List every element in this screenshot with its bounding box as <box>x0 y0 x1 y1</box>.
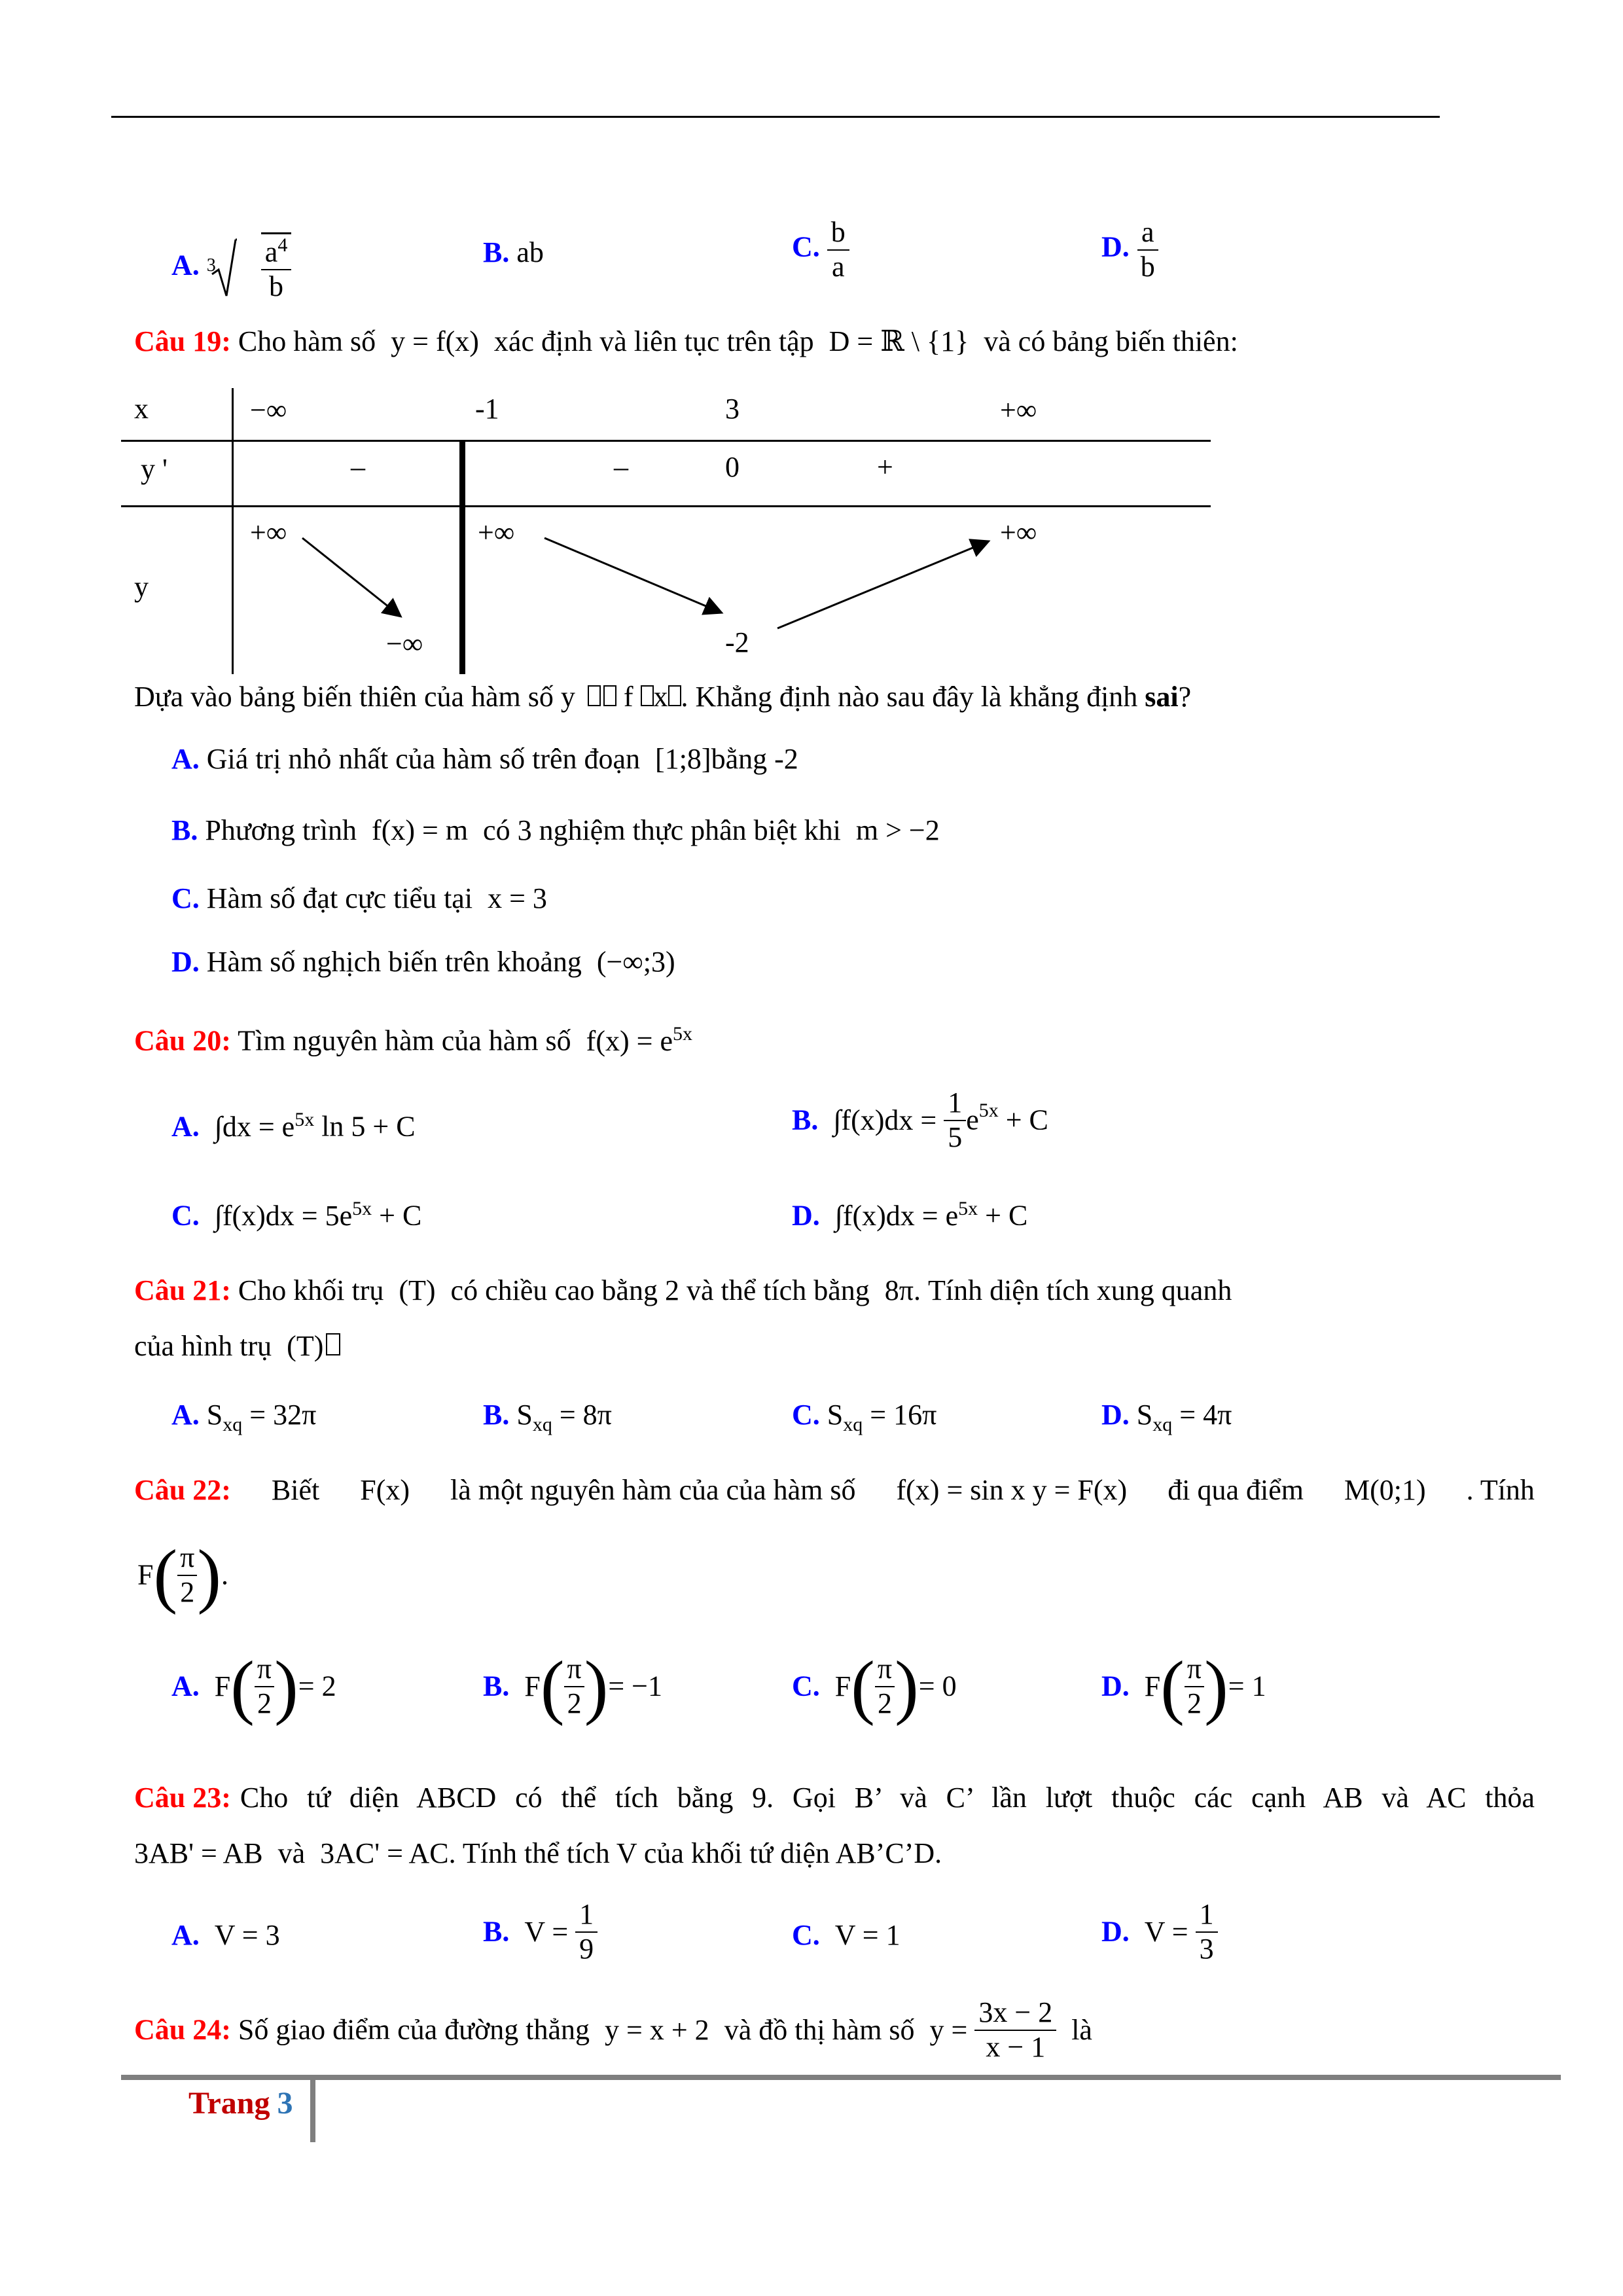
q18-option-c: C. $\frac{b}{a}$ <box>792 216 849 283</box>
q23-option-a: A. V = 3 <box>171 1919 280 1951</box>
cube-root: 3 <box>207 238 259 297</box>
q21-option-a: A. $S_{xq} = 32\pi$ <box>171 1399 317 1435</box>
q19-option-a: A. Giá trị nhỏ nhất của hàm số trên đoạn [1;8]bằng -2 <box>171 743 798 775</box>
q19-question: Dựa vào bảng biến thiên của hàm số y f x . Khẳng định nào sau đây là khẳng định sai? <box>134 681 1192 713</box>
q18-option-b: B. ab <box>483 236 544 268</box>
y-val-1: +∞ <box>250 516 287 548</box>
q19-option-b: B. Phương trình f(x) = m có 3 nghiệm thực phân biệt khi m > −2 <box>171 814 940 846</box>
y-val-2: −∞ <box>386 628 423 660</box>
q18-d-fraction: $\frac{a}{b}$ <box>1137 216 1159 283</box>
option-label: A. <box>171 249 200 281</box>
yp-val-3: 0 <box>725 451 740 483</box>
q20-option-a: A. $\int dx = e^{5x}$ ln 5 + C <box>171 1109 416 1143</box>
q18-option-d: D. $\frac{a}{b}$ <box>1101 216 1159 283</box>
q23-stem-line1: Câu 23: Cho tứ diện ABCD có thể tích bằng 9. Gọi B’ và C’ lần lượt thuộc các cạnh AB và AC thỏa <box>134 1782 1535 1814</box>
footer-divider <box>310 2080 315 2142</box>
y-val-4: -2 <box>725 626 749 658</box>
q18-a-fraction: $\frac{a^4}{b}$ <box>261 232 292 304</box>
q19-option-c: C. Hàm số đạt cực tiểu tại x = 3 <box>171 882 547 914</box>
y-val-3: +∞ <box>478 516 515 548</box>
q24-fraction: $\frac{3x - 2}{x - 1}$ <box>974 1996 1056 2064</box>
x-val-3: 3 <box>725 393 740 425</box>
q21-stem-line2: của hình trụ (T) <box>134 1332 340 1361</box>
x-val-m1: -1 <box>475 393 499 425</box>
q23-option-d: D. V = $\frac{1}{3}$ <box>1101 1898 1218 1965</box>
x-val-neg-inf: −∞ <box>250 394 287 426</box>
q22-option-d: D. F( $\frac{\pi}{2}$ )= 1 <box>1101 1646 1266 1727</box>
q18-c-fraction: $\frac{b}{a}$ <box>827 216 849 283</box>
variation-arrows <box>0 0 1309 720</box>
q23-option-b: B. V = $\frac{1}{9}$ <box>483 1898 597 1965</box>
y-val-5: +∞ <box>1000 516 1037 548</box>
yp-val-1: – <box>351 451 365 483</box>
footer-rule <box>121 2075 1561 2080</box>
page-number: Trang 3 <box>188 2086 293 2121</box>
q21-option-b: B. $S_{xq} = 8\pi$ <box>483 1399 612 1435</box>
q22-option-c: C. F( $\frac{\pi}{2}$ )= 0 <box>792 1646 957 1727</box>
q20-option-b: B. ∫f(x)dx = $\frac{1}{5}$ $e^{5x} + C$ <box>792 1086 1048 1153</box>
q21-stem-line1: Câu 21: Cho khối trụ (T) có chiều cao bằng 2 và thể tích bằng 8π. Tính diện tích xung quanh <box>134 1274 1232 1306</box>
q21-option-c: C. $S_{xq} = 16\pi$ <box>792 1399 937 1435</box>
q23-stem-line2: 3AB' = AB và 3AC' = AC. Tính thể tích V của khối tứ diện AB’C’D. <box>134 1837 942 1869</box>
q23-option-c: C. V = 1 <box>792 1919 901 1951</box>
q20-stem: Câu 20: Tìm nguyên hàm của hàm số $f(x) = e^{5x}$ <box>134 1023 692 1057</box>
yp-val-4: + <box>877 451 893 483</box>
q22-option-a: A. F( $\frac{\pi}{2}$ )= 2 <box>171 1646 336 1727</box>
q19-option-d: D. Hàm số nghịch biến trên khoảng (−∞;3) <box>171 946 675 978</box>
q21-option-d: D. $S_{xq} = 4\pi$ <box>1101 1399 1232 1435</box>
q20-b-fraction: $\frac{1}{5}$ <box>944 1086 966 1154</box>
q22-option-b: B. F( $\frac{\pi}{2}$ )= −1 <box>483 1646 662 1727</box>
q22-stem-line2: F( $\frac{\pi}{2}$ ). <box>137 1535 228 1615</box>
q20-option-d: D. $\int f(x)dx = e^{5x} + C$ <box>792 1198 1028 1232</box>
yp-val-2: – <box>614 451 628 483</box>
q22-stem-line1: Câu 22: Biết F(x) là một nguyên hàm của của hàm số f(x) = sin x y = F(x) đi qua điểm M(0;1) . Tính <box>134 1474 1535 1506</box>
q20-option-c: C. $\int f(x)dx = 5e^{5x} + C$ <box>171 1198 422 1232</box>
x-val-pos-inf: +∞ <box>1000 394 1037 426</box>
q19-stem: Câu 19: Cho hàm số y = f(x) xác định và liên tục trên tập D = ℝ \ {1} và có bảng biến thiên: <box>134 325 1238 357</box>
q24-stem: Câu 24: Số giao điểm của đường thẳng y = x + 2 và đồ thị hàm số y = $\frac{3x - 2}{x - 1}$ là <box>134 1996 1092 2063</box>
